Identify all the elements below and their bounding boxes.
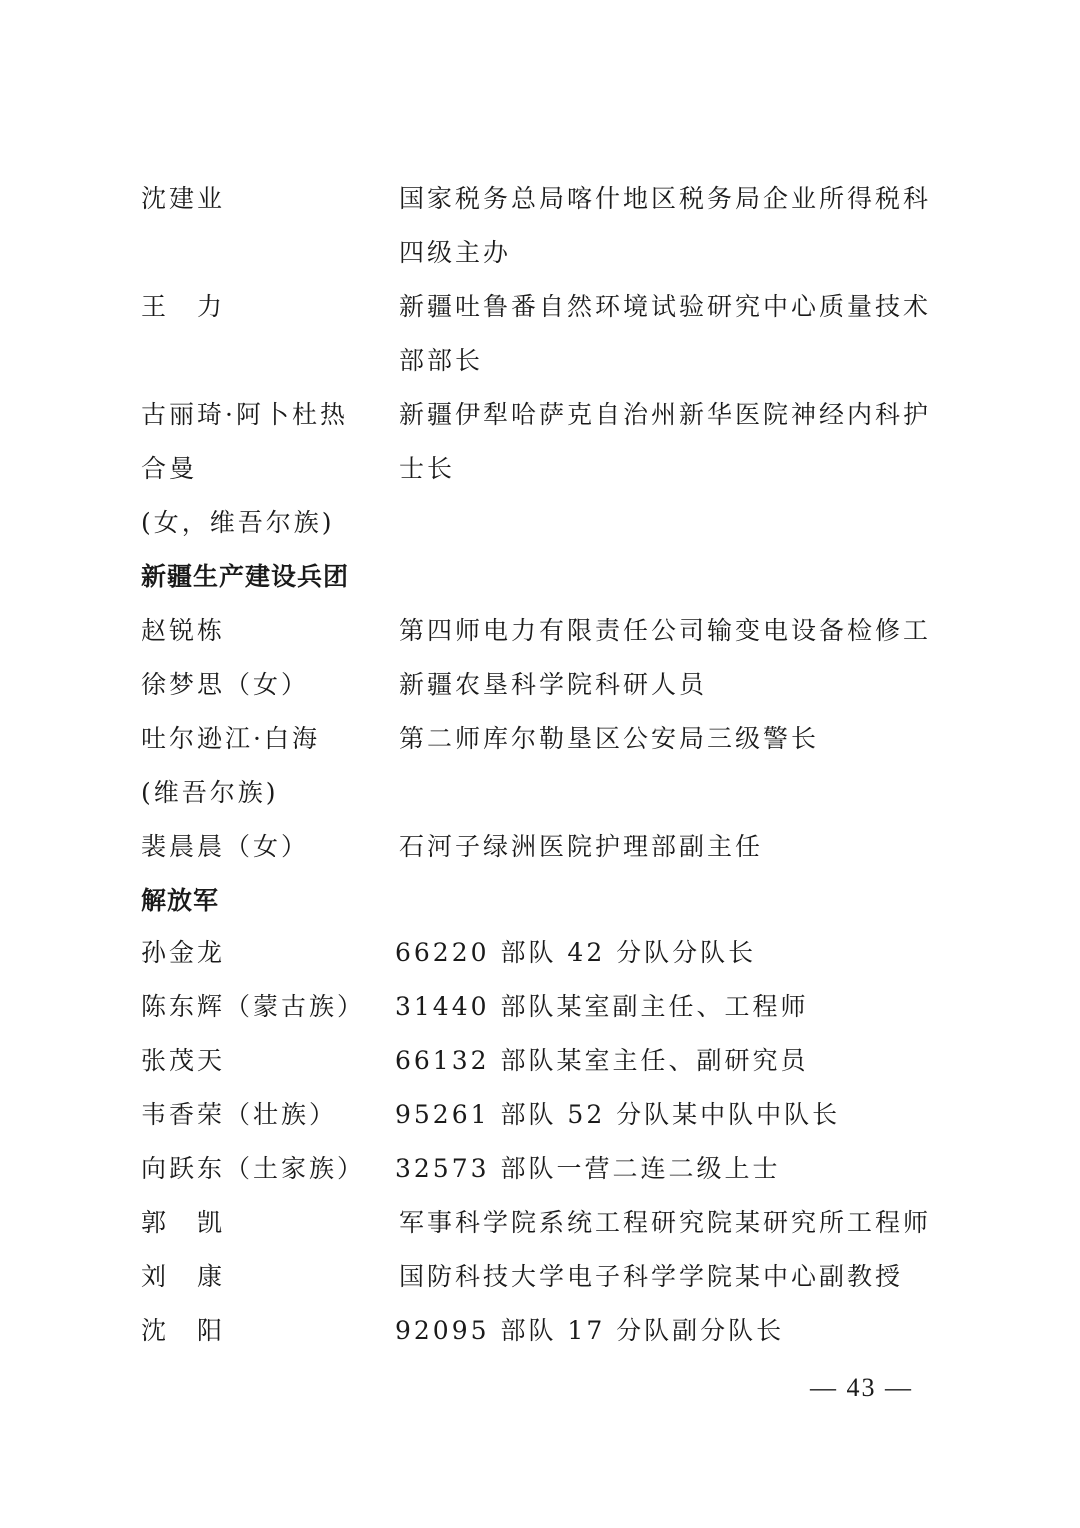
- person-title: 石河子绿洲医院护理部副主任: [399, 832, 764, 861]
- person-title: 第二师库尔勒垦区公安局三级警长: [399, 724, 820, 753]
- person-title: 新疆吐鲁番自然环境试验研究中心质量技术: [399, 292, 932, 321]
- person-name: 刘 康: [141, 1262, 226, 1291]
- person-name: 陈东辉（蒙古族）: [141, 992, 366, 1021]
- person-name: 张茂天: [141, 1046, 226, 1075]
- person-name: 向跃东（土家族）: [141, 1154, 366, 1183]
- section-heading: 新疆生产建设兵团: [141, 562, 350, 591]
- section-heading: 解放军: [141, 886, 220, 915]
- page-number: — 43 —: [810, 1373, 913, 1402]
- person-title: 31440 部队某室副主任、工程师: [395, 992, 809, 1021]
- person-name: 王 力: [141, 292, 226, 321]
- person-title: 新疆伊犁哈萨克自治州新华医院神经内科护: [399, 400, 932, 429]
- person-name: 赵锐栋: [141, 616, 226, 645]
- person-title-cont: 部部长: [399, 346, 484, 375]
- person-title: 军事科学院系统工程研究院某研究所工程师: [399, 1208, 932, 1237]
- person-title: 95261 部队 52 分队某中队中队长: [395, 1100, 841, 1129]
- person-title: 国家税务总局喀什地区税务局企业所得税科: [399, 184, 932, 213]
- person-title-cont: 士长: [399, 454, 456, 483]
- person-name-note: (维吾尔族): [141, 778, 279, 807]
- person-name: 韦香荣（壮族）: [141, 1100, 338, 1129]
- person-title: 66220 部队 42 分队分队长: [395, 938, 757, 967]
- person-name: 沈建业: [141, 184, 226, 213]
- person-title: 第四师电力有限责任公司输变电设备检修工: [399, 616, 932, 645]
- person-title: 92095 部队 17 分队副分队长: [395, 1316, 785, 1345]
- person-name: 吐尔逊江·白海: [141, 724, 320, 753]
- person-title: 66132 部队某室主任、副研究员: [395, 1046, 809, 1075]
- person-name-note: (女，维吾尔族): [141, 508, 335, 537]
- person-title-cont: 四级主办: [399, 238, 512, 267]
- person-title: 新疆农垦科学院科研人员: [399, 670, 708, 699]
- person-name: 裴晨晨（女）: [141, 832, 310, 861]
- person-name-cont: 合曼: [141, 454, 198, 483]
- person-title: 国防科技大学电子科学学院某中心副教授: [399, 1262, 904, 1291]
- person-name: 古丽琦·阿卜杜热: [141, 400, 348, 429]
- person-name: 徐梦思（女）: [141, 670, 310, 699]
- person-name: 沈 阳: [141, 1316, 226, 1345]
- person-name: 孙金龙: [141, 938, 226, 967]
- person-title: 32573 部队一营二连二级上士: [395, 1154, 781, 1183]
- person-name: 郭 凯: [141, 1208, 226, 1237]
